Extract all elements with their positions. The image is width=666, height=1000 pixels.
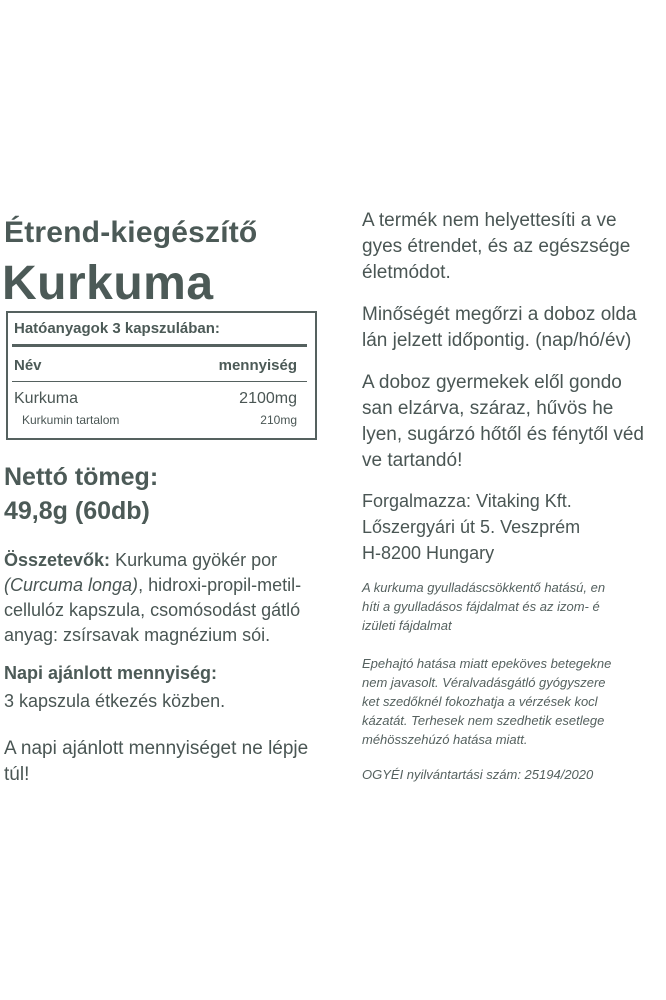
- table-heading: Hatóanyagok 3 kapszulában:: [14, 320, 220, 337]
- text-line: gyes étrendet, és az egészsége: [362, 236, 631, 257]
- dose-warning: A napi ajánlott mennyiséget ne lépje túl!: [4, 738, 309, 785]
- net-weight-value: 49,8g (60db): [4, 497, 150, 525]
- registration-number: [362, 765, 593, 784]
- text-line: san elzárva, száraz, hűvös he: [362, 398, 614, 419]
- composition-text: [4, 548, 324, 648]
- contraindication-note: [362, 654, 611, 749]
- daily-dose-label: Napi ajánlott mennyiség:: [4, 663, 218, 683]
- composition-part2: , hidroxi-propil-metil-cellulóz kapszula, csomósodást gátló anyag: zsírsavak magnézium sói.: [4, 575, 302, 645]
- notice-storage: [362, 370, 644, 474]
- net-weight-label: Nettó tömeg:: [4, 463, 159, 491]
- product-title: Kurkuma: [2, 257, 214, 310]
- composition-label: Összetevők:: [4, 550, 111, 570]
- text-line: Epehajtó hatása miatt epeköves betegekne: [362, 656, 612, 671]
- text-line: Lőszergyári út 5. Veszprém: [362, 517, 581, 537]
- notice-best-before: [362, 302, 637, 354]
- text-line: életmódot.: [362, 262, 451, 283]
- text-line: lyen, sugárzó hőtől és fénytől véd: [362, 424, 645, 445]
- column-header-name: Név: [14, 357, 42, 374]
- table-row-qty: 210mg: [260, 413, 297, 427]
- effect-note: [362, 578, 605, 635]
- text-line: A termék nem helyettesíti a ve: [362, 210, 617, 231]
- text-line: H-8200 Hungary: [362, 543, 495, 563]
- text-line: OGYÉI nyilvántartási szám: 25194/2020: [362, 767, 594, 782]
- text-line: Forgalmazza: Vitaking Kft.: [362, 491, 572, 511]
- table-row-name: Kurkuma: [14, 390, 79, 407]
- text-line: ket szedőknél fokozhatja a vérzések kocl: [362, 694, 598, 709]
- table-divider-thin: [12, 381, 307, 382]
- distributor-info: [362, 488, 580, 566]
- text-line: híti a gyulladásos fájdalmat és az izom- é: [362, 599, 600, 614]
- text-line: méhösszehúzó hatása miatt.: [362, 732, 528, 747]
- product-category: Étrend-kiegészítő: [4, 216, 258, 249]
- table-row-qty: 2100mg: [239, 390, 297, 407]
- column-header-quantity: mennyiség: [218, 357, 297, 374]
- text-line: lán jelzett időpontig. (nap/hó/év): [362, 330, 632, 351]
- text-line: nem javasolt. Véralvadásgátló gyógyszere: [362, 675, 606, 690]
- notice-diet: [362, 208, 630, 286]
- text-line: A doboz gyermekek elől gondo: [362, 372, 622, 393]
- table-row-name: Kurkumin tartalom: [22, 413, 120, 427]
- text-line: A kurkuma gyulladáscsökkentő hatású, en: [362, 580, 606, 595]
- text-line: izületi fájdalmat: [362, 618, 452, 633]
- composition-latin: (Curcuma longa): [4, 575, 139, 595]
- table-divider-thick: [12, 344, 307, 347]
- active-ingredients-table: [6, 311, 317, 440]
- text-line: ve tartandó!: [362, 450, 463, 471]
- text-line: kázatát. Terhesek nem szedhetik esetlege: [362, 713, 605, 728]
- text-line: Minőségét megőrzi a doboz olda: [362, 304, 637, 325]
- daily-dose-text: 3 kapszula étkezés közben.: [4, 691, 226, 711]
- composition-part1: Kurkuma gyökér por: [110, 550, 278, 570]
